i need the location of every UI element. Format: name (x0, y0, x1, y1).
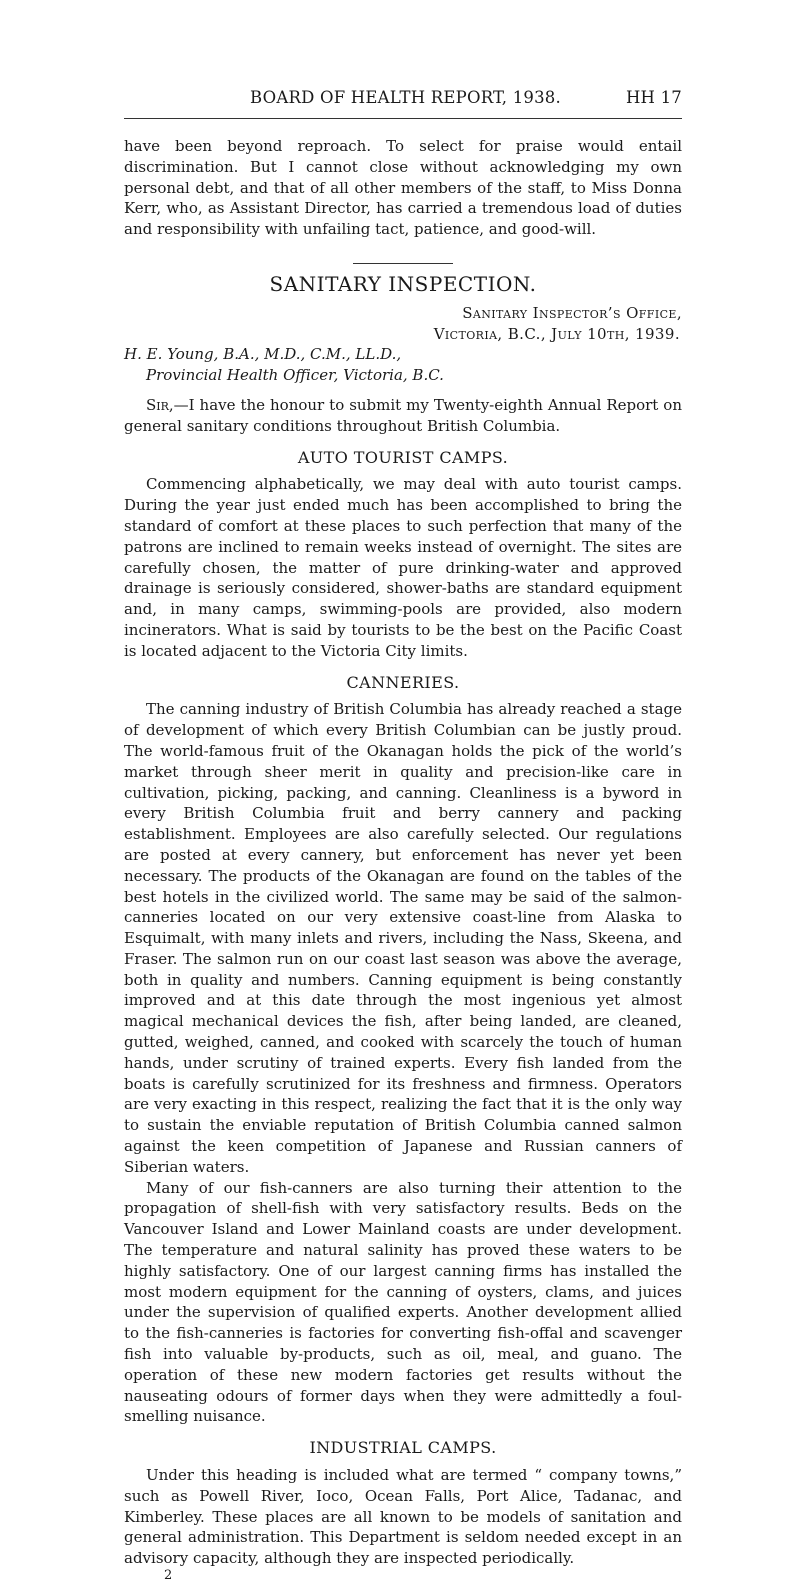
signature-mark: 2 (164, 1568, 173, 1583)
paragraph-auto-tourist-camps: Commencing alphabetically, we may deal with auto tourist camps. During the year just ended much has been accomplished to bring the standard of comfort at these places to such perfection that many of the patrons are inclined to remain weeks instead of overnight. The sites are carefully chosen, the matter of pure drinking-water and approved drainage is seriously considered, shower-baths are standard equipment and, in many camps, swimming-pools are provided, also modern incinerators. What is said by tourists to be the best on the Pacific Coast is located adjacent to the Victoria City limits. (124, 475, 682, 660)
heading-auto-tourist-camps: AUTO TOURIST CAMPS. (297, 447, 509, 467)
running-header (124, 88, 682, 116)
heading-industrial-camps: INDUSTRIAL CAMPS. (309, 1438, 497, 1458)
heading-canneries: CANNERIES. (346, 672, 460, 692)
body-text (124, 136, 682, 1583)
paragraph-canneries-2: Many of our fish-canners are also turning their attention to the propagation of shell-fish with very satisfactory results. Beds on the Vancouver Island and Lower Mainland coasts are under development. The temperature and natural salinity has proved these waters to be highly satisfactory. One of our largest canning firms has installed the most modern equipment for the canning of oysters, clams, and juices under the supervision of qualified experts. Another development allied to the fish-canneries is factories for converting fish-offal and scavenger fish into valuable by-products, such as oil, meal, and guano. The operation of these new modern factories get results without the nauseating odours of former days when they were admittedly a foul-smelling nuisance. (124, 1178, 682, 1426)
header-rule (124, 118, 682, 119)
header-title: BOARD OF HEALTH REPORT, 1938. (250, 88, 561, 107)
paragraph-canneries-1: The canning industry of British Columbia has already reached a stage of development of which every British Columbian can be justly proud. The world-famous fruit of the Okanagan holds the pick of the world’s market through sheer merit in quality and precision-like care in cultivation, picking, packing, and canning. Cleanliness is a byword in every British Columbia fruit and berry cannery and packing establishment. Employees are also carefully selected. Our regulations are posted at every cannery, but enforcement has never yet been necessary. The products of the Okanagan are found on the tables of the best hotels in the civilized world. The same may be said of the salmon-canneries located on our very extensive coast-line from Alaska to Esquimalt, with many inlets and rivers, including the Nass, Skeena, and Fraser. The salmon run on our coast last season was above the average, both in quality and numbers. Canning equipment is being constantly improved and at this date through the most ingenious yet almost magical mechanical devices the fish, after being landed, are cleaned, gutted, weighed, canned, and cooked with scarcely the touch of human hands, under scrutiny of trained experts. Every fish landed from the boats is carefully scrutinized for its freshness and firmness. Operators are very exacting in this respect, realizing the fact that it is the only way to sustain the enviable reputation of British Columbia canned salmon against the keen competition of Japanese and Russian canners of Siberian waters. (124, 700, 682, 1176)
addressee-name: H. E. Young, B.A., M.D., C.M., LL.D., (124, 345, 402, 364)
salutation-sir: Sir, (146, 395, 174, 414)
office-block (124, 303, 682, 345)
section-divider (353, 263, 453, 264)
salutation-text: —I have the honour to submit my Twenty-eighth Annual Report on general sanitary conditions throughout British Columbia. (124, 395, 682, 435)
salutation-paragraph (124, 395, 682, 437)
opening-paragraph: have been beyond reproach. To select for praise would entail discrimination. But I cannot close without acknowledging my own personal debt, and that of all other members of the staff, to Miss Donna Kerr, who, as Assistant Director, has carried a tremendous load of duties and responsibility with unfailing tact, patience, and good-will. (124, 137, 682, 239)
office-date-line: Victoria, B.C., July 10th, 1939. (433, 324, 680, 343)
addressee-title: Provincial Health Officer, Victoria, B.C. (146, 366, 444, 385)
page-number: HH 17 (625, 88, 682, 107)
paragraph-industrial-camps: Under this heading is included what are termed “ company towns,” such as Powell River, Ioco, Ocean Falls, Port Alice, Tadanac, and Kimberley. These places are all known to be models of sanitation and general administration. This Department is seldom needed except in an advisory capacity, although they are inspected periodically. (124, 1466, 682, 1568)
addressee-block (124, 344, 682, 386)
section-title: SANITARY INSPECTION. (269, 271, 537, 296)
office-line: Sanitary Inspector’s Office, (462, 303, 682, 322)
